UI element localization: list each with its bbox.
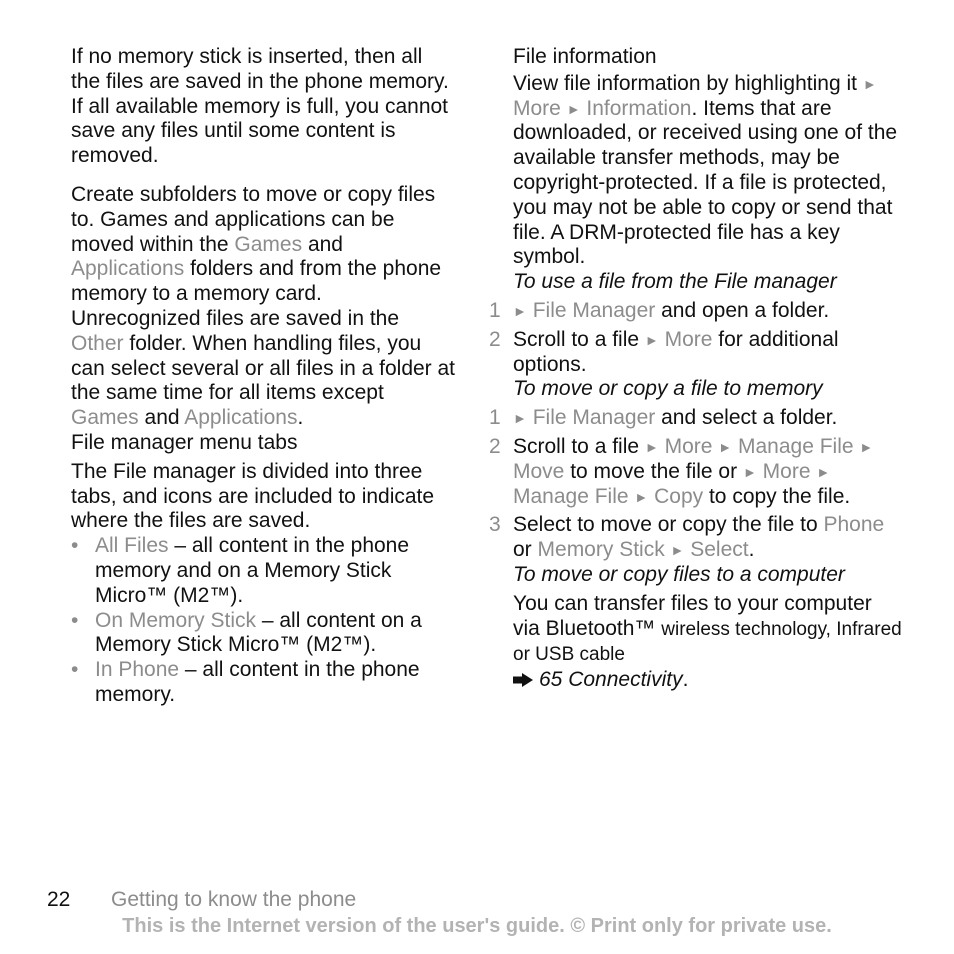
list-item [489, 298, 903, 324]
arrow-right-icon: ► [566, 100, 581, 117]
menu-games-2: Games [71, 406, 139, 430]
list-item [71, 658, 456, 708]
menu-manage-file: Manage File [513, 484, 629, 508]
arrow-right-icon: ► [513, 302, 527, 319]
menu-file-manager: File Manager [532, 298, 656, 322]
move-computer-text-1: You can transfer files to your computer via Bluetooth™ [513, 591, 872, 640]
reference-end: . [682, 668, 689, 692]
menu-more: More [762, 459, 811, 483]
arrow-right-icon: ► [644, 331, 659, 348]
list-item [71, 609, 456, 659]
step-text: Scroll to a file [513, 327, 645, 351]
menu-tabs-heading: File manager menu tabs [71, 430, 298, 454]
see-reference-arrow-icon [513, 673, 533, 687]
list-item [489, 434, 903, 509]
list-item [489, 327, 903, 378]
move-memory-heading: To move or copy a file to memory [513, 377, 823, 401]
step-number: 1 [489, 298, 501, 322]
step-text: to copy the file. [703, 484, 851, 508]
step-text: Scroll to a file [513, 434, 645, 458]
internet-version-notice: This is the Internet version of the user's guide. © Print only for private use. [122, 915, 832, 937]
move-computer-paragraph [513, 592, 903, 668]
arrow-right-icon: ► [859, 438, 874, 455]
move-computer-heading: To move or copy files to a computer [513, 562, 845, 586]
menu-applications: Applications [71, 257, 185, 281]
step-number: 2 [489, 327, 501, 351]
cross-reference [513, 668, 903, 693]
arrow-right-icon: ► [670, 542, 685, 559]
step-text: Select to move or copy the file to [513, 513, 824, 537]
step-text: . [748, 538, 755, 562]
tab-on-memory-stick: On Memory Stick [95, 608, 257, 632]
menu-memory-stick: Memory Stick [537, 538, 665, 562]
tab-all-files-desc: – all content in the phone memory and on a Memory Stick Micro™ (M2™). [95, 534, 410, 607]
left-column [71, 45, 456, 708]
memory-paragraph: If no memory stick is inserted, then all the files are saved in the phone memory. If all available memory is full, you cannot save any files until some content is removed. [71, 45, 449, 168]
step-text: and select a folder. [655, 406, 838, 430]
step-number: 1 [489, 406, 501, 430]
file-info-paragraph [513, 72, 903, 270]
tab-in-phone: In Phone [95, 658, 180, 682]
bullet-icon: • [71, 608, 79, 632]
reference-link[interactable]: 65 Connectivity [539, 668, 683, 692]
page-number: 22 [47, 888, 71, 911]
arrow-right-icon: ► [644, 438, 659, 455]
menu-more: More [664, 327, 713, 351]
menu-more: More [513, 96, 561, 120]
menu-select: Select [690, 538, 749, 562]
move-computer-text-2: wireless technology, Infrared or USB cable [513, 618, 902, 666]
tabs-list [71, 534, 456, 708]
right-column [489, 45, 903, 693]
step-number: 3 [489, 513, 501, 537]
bullet-icon: • [71, 658, 79, 682]
list-item [71, 534, 456, 608]
arrow-right-icon: ► [816, 463, 831, 480]
step-text: or [513, 538, 538, 562]
arrow-right-icon: ► [862, 75, 877, 92]
list-item [489, 513, 903, 563]
step-text: to move the file or [564, 459, 743, 483]
subfolders-text-5: and [138, 406, 185, 430]
subfolders-text-1: Create subfolders to move or copy files to. Games and applications can be moved within the [71, 182, 436, 256]
step-text: and open a folder. [655, 298, 830, 322]
arrow-right-icon: ► [513, 410, 527, 427]
move-memory-steps [489, 406, 903, 563]
menu-move: Move [513, 459, 565, 483]
menu-information: Information [586, 96, 692, 120]
arrow-right-icon: ► [718, 438, 733, 455]
menu-tabs-paragraph: The File manager is divided into three tabs, and icons are included to indicate where the files are saved. [71, 459, 435, 533]
use-file-heading: To use a file from the File manager [513, 270, 837, 294]
file-info-text-1: View file information by highlighting it [513, 71, 863, 95]
menu-more: More [664, 434, 713, 458]
subfolders-text-2: and [302, 232, 343, 256]
tab-in-phone-desc: – all content in the phone memory. [95, 658, 420, 706]
file-info-heading: File information [513, 45, 657, 68]
tab-on-memory-stick-desc: – all content on a Memory Stick Micro™ (M2™). [95, 608, 422, 657]
subfolders-text-4: folder. When handling files, you can select several or all files in a folder at the same time for all items except [71, 331, 456, 405]
step-number: 2 [489, 434, 501, 458]
use-file-steps [489, 298, 903, 377]
subfolders-text-6: . [297, 406, 304, 430]
menu-applications-2: Applications [184, 406, 298, 430]
step-text: for additional options. [513, 327, 839, 376]
list-item [489, 406, 903, 431]
bullet-icon: • [71, 534, 79, 558]
menu-games: Games [234, 232, 303, 256]
section-title: Getting to know the phone [111, 888, 357, 911]
subfolders-paragraph [71, 183, 456, 431]
menu-other: Other [71, 331, 124, 355]
menu-phone: Phone [823, 513, 885, 537]
menu-copy: Copy [654, 484, 704, 508]
menu-manage-file: Manage File [738, 434, 854, 458]
tab-all-files: All Files [95, 534, 169, 558]
file-info-text-2: . Items that are downloaded, or received using one of the available transfer methods, may be copyright-protected. If a file is protected, you may not be able to copy or send that file. A DRM-protected file has a key symbol. [513, 96, 898, 269]
arrow-right-icon: ► [634, 488, 649, 505]
subfolders-text-3: folders and from the phone memory to a memory card. Unrecognized files are saved in the [71, 257, 442, 330]
arrow-right-icon: ► [742, 463, 757, 480]
menu-file-manager: File Manager [532, 406, 656, 430]
